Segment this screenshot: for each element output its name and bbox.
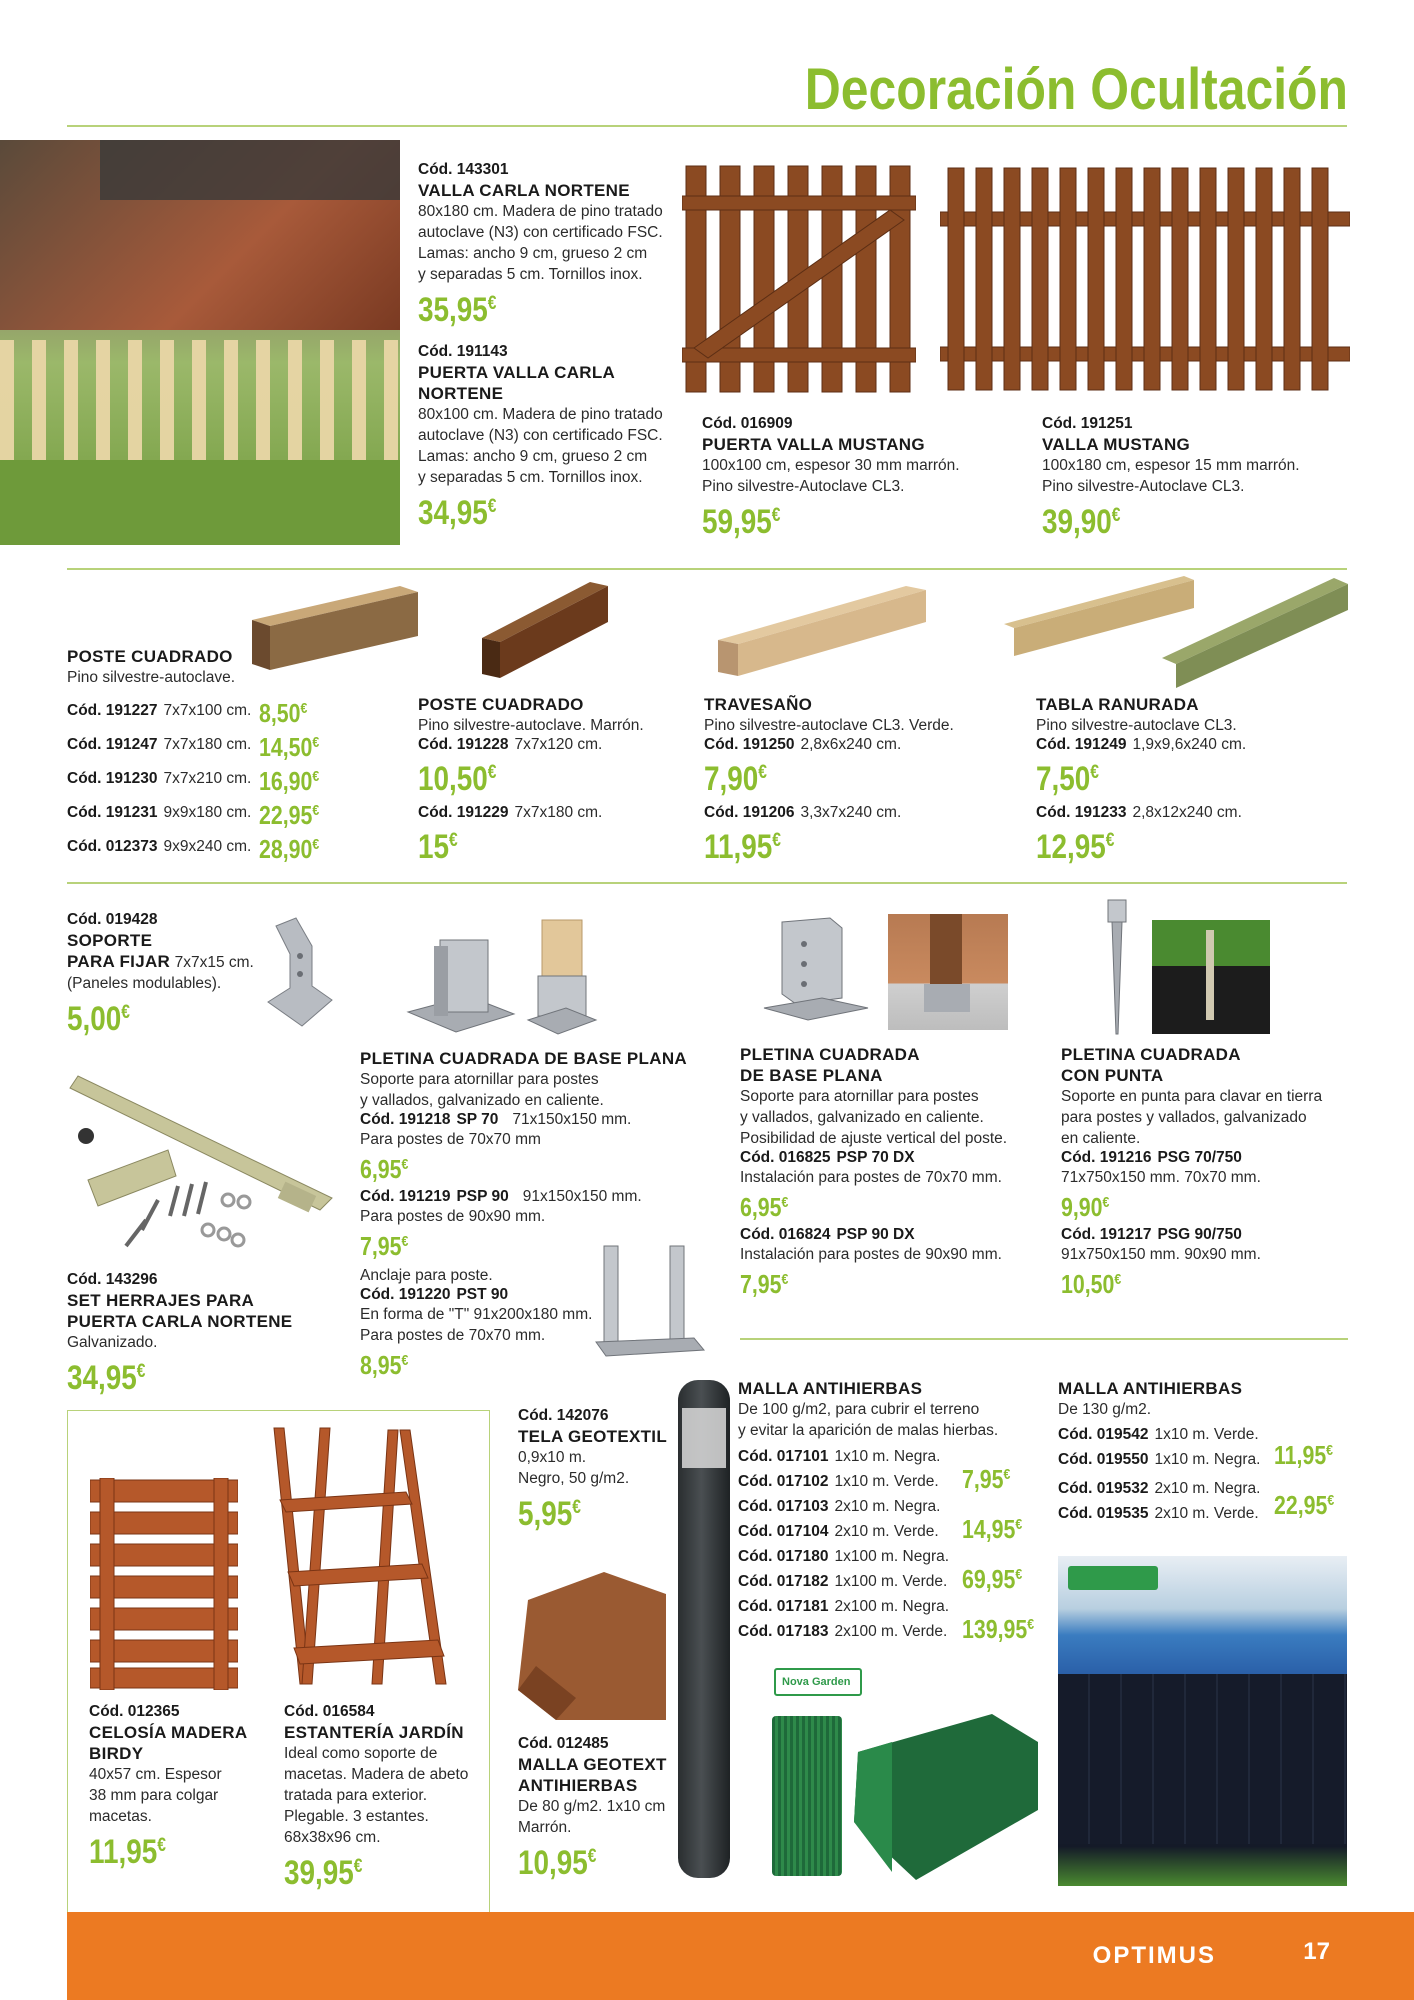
pletina-plana-image <box>404 928 516 1038</box>
celosia-desc-2: 38 mm para colgar <box>89 1787 219 1804</box>
malla130-list <box>1058 1426 1261 1530</box>
pletina-base-ref-2: PSP 90 DX <box>836 1226 915 1243</box>
tela-desc-1: 0,9x10 m. <box>518 1449 587 1466</box>
celosia-desc-1: 40x57 cm. Espesor <box>89 1766 222 1783</box>
poste1-row-size: 9x9x240 cm. <box>163 838 252 855</box>
puerta-carla-desc-1: 80x100 cm. Madera de pino tratado <box>418 406 663 423</box>
malla100-price-1: 7,95€ <box>962 1464 1011 1494</box>
valla-mustang-desc-1: 100x180 cm, espesor 15 mm marrón. <box>1042 457 1300 474</box>
pletina-base-note-2: Instalación para postes de 90x90 mm. <box>740 1246 1002 1263</box>
celosia-price: 11,95€ <box>89 1833 166 1871</box>
pletina-punta-name-2: CON PUNTA <box>1061 1066 1164 1085</box>
travesano-desc: Pino silvestre-autoclave CL3. Verde. <box>704 717 954 734</box>
poste1-row <box>67 762 347 796</box>
pletina-punta-name-1: PLETINA CUADRADA <box>1061 1045 1241 1064</box>
nova-garden-badge: Nova Garden <box>774 1668 862 1696</box>
optimus-logo: OPTIMUS <box>1092 1942 1216 1969</box>
poste2-size-2: 7x7x180 cm. <box>514 804 603 821</box>
malla130-row <box>1058 1480 1261 1505</box>
price-value: 16,90 <box>259 766 313 796</box>
travesano-price-1: 7,90€ <box>704 760 767 798</box>
soporte-code: Cód. 019428 <box>67 911 158 928</box>
malla100-price-4: 139,95€ <box>962 1614 1035 1644</box>
pletina-punta-desc-1: Soporte en punta para clavar en tierra <box>1061 1088 1323 1105</box>
travesano-name: TRAVESAÑO <box>704 695 813 714</box>
valla-carla-desc-1: 80x180 cm. Madera de pino tratado <box>418 203 663 220</box>
pletina-punta-desc-3: en caliente. <box>1061 1130 1141 1147</box>
estanteria-image <box>270 1426 456 1688</box>
poste2-code-2: Cód. 191229 <box>418 804 509 821</box>
puerta-mustang-name: PUERTA VALLA MUSTANG <box>702 435 925 454</box>
travesano-image <box>716 582 928 678</box>
poste1-row <box>67 796 347 830</box>
poste-cuadrado-marron-image <box>480 578 612 680</box>
malla100-name: MALLA ANTIHIERBAS <box>738 1379 923 1398</box>
tela-desc-2: Negro, 50 g/m2. <box>518 1470 630 1487</box>
estanteria-name: ESTANTERÍA JARDÍN <box>284 1723 464 1742</box>
puerta-carla-code: Cód. 191143 <box>418 343 508 360</box>
malla100-price-2: 14,95€ <box>962 1514 1023 1544</box>
malla130-row-code: Cód. 019542 <box>1058 1426 1149 1443</box>
currency: € <box>312 836 320 853</box>
tabla-size-1: 1,9x9,6x240 cm. <box>1132 736 1247 753</box>
pletina-punta-ref-1: PSG 70/750 <box>1157 1149 1242 1166</box>
poste1-row-code: Cód. 191230 <box>67 770 158 787</box>
pletina-punta-image <box>1102 898 1132 1036</box>
tabla-code-1: Cód. 191249 <box>1036 736 1127 753</box>
poste2-name: POSTE CUADRADO <box>418 695 584 714</box>
malla100-row-code: Cód. 017183 <box>738 1623 829 1640</box>
pletina-punta-code-1: Cód. 191216 <box>1061 1149 1152 1166</box>
pletina-base-ref-1: PSP 70 DX <box>836 1149 915 1166</box>
malla-geotextil-image <box>516 1570 666 1730</box>
malla-geo-desc-1: De 80 g/m2. 1x10 cm <box>518 1798 666 1815</box>
malla100-row-size: 2x100 m. Verde. <box>834 1623 948 1640</box>
valla-carla-price: 35,95€ <box>418 291 497 329</box>
malla100-desc-2: y evitar la aparición de malas hierbas. <box>738 1422 999 1439</box>
pletina-base-desc-2: y vallados, galvanizado en caliente. <box>740 1109 984 1126</box>
malla100-row-size: 1x100 m. Negra. <box>834 1548 950 1565</box>
malla-verde-desplegada <box>852 1712 1038 1880</box>
anclaje-line-1: En forma de "T" 91x200x180 mm. <box>360 1306 593 1323</box>
malla130-name: MALLA ANTIHIERBAS <box>1058 1379 1243 1398</box>
travesano-price-2: 11,95€ <box>704 828 781 866</box>
anclaje-code: Cód. 191220 <box>360 1286 451 1303</box>
malla100-row-code: Cód. 017182 <box>738 1573 829 1590</box>
estanteria-price: 39,95€ <box>284 1854 363 1892</box>
valla-carla-desc-3: Lamas: ancho 9 cm, grueso 2 cm <box>418 245 648 262</box>
valla-carla-code: Cód. 143301 <box>418 161 509 178</box>
anclaje-ref: PST 90 <box>456 1286 509 1303</box>
malla130-row <box>1058 1505 1258 1530</box>
rule-3 <box>67 882 1347 884</box>
herrajes-desc: Galvanizado. <box>67 1334 158 1351</box>
herrajes-code: Cód. 143296 <box>67 1271 158 1288</box>
puerta-carla-price: 34,95€ <box>418 494 497 532</box>
poste1-desc: Pino silvestre-autoclave. <box>67 669 235 686</box>
puerta-carla-name-2: NORTENE <box>418 384 504 403</box>
malla-verde-roll <box>772 1716 842 1876</box>
tela-price: 5,95€ <box>518 1495 581 1533</box>
pletina-plana-code-2: Cód. 191219 <box>360 1188 451 1205</box>
celosia-code: Cód. 012365 <box>89 1703 180 1720</box>
price-value: 14,50 <box>259 732 313 762</box>
pletina-plana-code-1: Cód. 191218 <box>360 1111 451 1128</box>
malla130-row-size: 2x10 m. Negra. <box>1154 1480 1261 1497</box>
valla-mustang-image <box>940 162 1350 392</box>
travesano-size-2: 3,3x7x240 cm. <box>800 804 902 821</box>
pletina-base-name-2: DE BASE PLANA <box>740 1066 883 1085</box>
tabla-price-1: 7,50€ <box>1036 760 1099 798</box>
poste1-row <box>67 830 347 864</box>
poste1-row <box>67 694 347 728</box>
poste2-code-1: Cód. 191228 <box>418 736 509 753</box>
malla-pool-photo <box>1058 1556 1347 1886</box>
malla100-row-size: 2x10 m. Verde. <box>834 1523 939 1540</box>
valla-mustang-price: 39,90€ <box>1042 503 1121 541</box>
malla100-row-size: 1x100 m. Verde. <box>834 1573 948 1590</box>
pletina-punta-price-2: 10,50€ <box>1061 1269 1122 1299</box>
estanteria-code: Cód. 016584 <box>284 1703 375 1720</box>
pletina-plana-ref-1: SP 70 <box>456 1111 499 1128</box>
tabla-desc: Pino silvestre-autoclave CL3. <box>1036 717 1237 734</box>
celosia-name-1: CELOSÍA MADERA <box>89 1723 248 1742</box>
pletina-base-desc-1: Soporte para atornillar para postes <box>740 1088 979 1105</box>
poste1-row-price <box>259 830 319 864</box>
tabla-ranurada-image <box>1004 574 1348 690</box>
estanteria-desc-1: Ideal como soporte de <box>284 1745 438 1762</box>
price-value: 8,50 <box>259 698 301 728</box>
malla130-row-size: 1x10 m. Verde. <box>1154 1426 1259 1443</box>
poste2-price-1: 10,50€ <box>418 760 497 798</box>
pletina-plana-desc-2: y vallados, galvanizado en caliente. <box>360 1092 604 1109</box>
pletina-punta-note-2: 91x750x150 mm. 90x90 mm. <box>1061 1246 1261 1263</box>
puerta-mustang-image <box>682 158 916 394</box>
herrajes-set-image <box>58 1070 340 1270</box>
poste1-price-list <box>67 694 347 864</box>
malla100-price-3: 69,95€ <box>962 1564 1023 1594</box>
soporte-desc: (Paneles modulables). <box>67 975 222 992</box>
malla130-row <box>1058 1426 1258 1451</box>
malla100-row-code: Cód. 017101 <box>738 1448 829 1465</box>
currency: € <box>312 734 320 751</box>
travesano-code-2: Cód. 191206 <box>704 804 795 821</box>
price-value: 28,90 <box>259 834 313 864</box>
malla130-price-2: 22,95€ <box>1274 1490 1335 1520</box>
currency: € <box>300 700 308 717</box>
soporte-size: 7x7x15 cm. <box>174 954 254 971</box>
poste2-desc: Pino silvestre-autoclave. Marrón. <box>418 717 644 734</box>
pletina-plana-size-2: 91x150x150 mm. <box>522 1188 642 1205</box>
poste1-row <box>67 728 347 762</box>
tabla-name: TABLA RANURADA <box>1036 695 1199 714</box>
poste1-row-code: Cód. 191247 <box>67 736 158 753</box>
puerta-carla-desc-4: y separadas 5 cm. Tornillos inox. <box>418 469 643 486</box>
pletina-plana-note-2: Para postes de 90x90 mm. <box>360 1208 546 1225</box>
estanteria-desc-5: 68x38x96 cm. <box>284 1829 381 1846</box>
pletina-base-note-1: Instalación para postes de 70x70 mm. <box>740 1169 1002 1186</box>
valla-carla-name: VALLA CARLA NORTENE <box>418 181 630 200</box>
celosia-image <box>90 1478 238 1690</box>
poste2-price-2: 15€ <box>418 828 458 866</box>
poste1-row-price <box>259 796 319 830</box>
poste1-row-price <box>259 728 319 762</box>
travesano-code-1: Cód. 191250 <box>704 736 795 753</box>
pletina-plana-size-1: 71x150x150 mm. <box>512 1111 632 1128</box>
estanteria-desc-3: tratada para exterior. <box>284 1787 428 1804</box>
poste1-row-price <box>259 762 319 796</box>
tabla-size-2: 2,8x12x240 cm. <box>1132 804 1242 821</box>
malla100-row-size: 1x10 m. Verde. <box>834 1473 939 1490</box>
pletina-plana-price-2: 7,95€ <box>360 1231 409 1261</box>
malla100-row-code: Cód. 017104 <box>738 1523 829 1540</box>
malla-geo-price: 10,95€ <box>518 1844 597 1882</box>
pletina-base-code-2: Cód. 016824 <box>740 1226 831 1243</box>
pletina-punta-note-1: 71x750x150 mm. 70x70 mm. <box>1061 1169 1261 1186</box>
currency: € <box>312 802 320 819</box>
malla130-row-code: Cód. 019532 <box>1058 1480 1149 1497</box>
malla100-row-code: Cód. 017102 <box>738 1473 829 1490</box>
tela-geotextil-roll <box>678 1380 730 1878</box>
tela-name: TELA GEOTEXTIL <box>518 1427 668 1446</box>
currency: € <box>312 768 320 785</box>
malla130-row-size: 2x10 m. Verde. <box>1154 1505 1259 1522</box>
tabla-code-2: Cód. 191233 <box>1036 804 1127 821</box>
poste1-row-price <box>259 694 307 728</box>
puerta-mustang-desc-2: Pino silvestre-Autoclave CL3. <box>702 478 905 495</box>
malla100-row-code: Cód. 017181 <box>738 1598 829 1615</box>
malla-geo-name-2: ANTIHIERBAS <box>518 1776 638 1795</box>
malla130-row <box>1058 1451 1261 1476</box>
anclaje-price: 8,95€ <box>360 1350 409 1380</box>
price-value: 22,95 <box>259 800 313 830</box>
celosia-desc-3: macetas. <box>89 1808 152 1825</box>
poste1-row-size: 7x7x180 cm. <box>163 736 252 753</box>
puerta-mustang-price: 59,95€ <box>702 503 781 541</box>
pletina-base-dx-image <box>760 914 872 1024</box>
pletina-base-price-1: 6,95€ <box>740 1192 789 1222</box>
tela-code: Cód. 142076 <box>518 1407 609 1424</box>
poste1-row-size: 7x7x100 cm. <box>163 702 252 719</box>
puerta-mustang-desc-1: 100x100 cm, espesor 30 mm marrón. <box>702 457 960 474</box>
malla-geo-desc-2: Marrón. <box>518 1819 572 1836</box>
pletina-plana-desc-1: Soporte para atornillar para postes <box>360 1071 599 1088</box>
pletina-plana-name: PLETINA CUADRADA DE BASE PLANA <box>360 1049 687 1068</box>
pletina-plana-price-1: 6,95€ <box>360 1154 409 1184</box>
valla-carla-desc-2: autoclave (N3) con certificado FSC. <box>418 224 663 241</box>
malla100-row-size: 2x100 m. Negra. <box>834 1598 950 1615</box>
poste1-row-code: Cód. 191227 <box>67 702 158 719</box>
pletina-base-desc-3: Posibilidad de ajuste vertical del poste. <box>740 1130 1008 1147</box>
malla-geo-code: Cód. 012485 <box>518 1735 609 1752</box>
soporte-name-2: PARA FIJAR <box>67 952 171 971</box>
puerta-carla-name-1: PUERTA VALLA CARLA <box>418 363 616 382</box>
soporte-price: 5,00€ <box>67 1000 130 1038</box>
pletina-punta-desc-2: para postes y vallados, galvanizado <box>1061 1109 1307 1126</box>
malla100-row-size: 1x10 m. Negra. <box>834 1448 941 1465</box>
tabla-price-2: 12,95€ <box>1036 828 1115 866</box>
valla-mustang-name: VALLA MUSTANG <box>1042 435 1191 454</box>
footer-bar <box>67 1912 1414 2000</box>
pletina-base-price-2: 7,95€ <box>740 1269 789 1299</box>
pletina-base-dx-photo <box>888 914 1008 1030</box>
estanteria-desc-4: Plegable. 3 estantes. <box>284 1808 429 1825</box>
herrajes-price: 34,95€ <box>67 1359 146 1397</box>
anclaje-intro: Anclaje para poste. <box>360 1267 493 1284</box>
page-title: Decoración Ocultación <box>804 57 1348 122</box>
celosia-name-2: BIRDY <box>89 1744 144 1763</box>
puerta-carla-desc-3: Lamas: ancho 9 cm, grueso 2 cm <box>418 448 648 465</box>
rule-4 <box>740 1338 1348 1340</box>
page-number: 17 <box>1303 1938 1330 1965</box>
malla130-desc: De 130 g/m2. <box>1058 1401 1152 1418</box>
pletina-base-code-1: Cód. 016825 <box>740 1149 831 1166</box>
malla100-desc-1: De 100 g/m2, para cubrir el terreno <box>738 1401 980 1418</box>
pletina-punta-ref-2: PSG 90/750 <box>1157 1226 1242 1243</box>
poste2-size-1: 7x7x120 cm. <box>514 736 603 753</box>
pletina-punta-photo <box>1152 920 1270 1034</box>
malla100-row-code: Cód. 017180 <box>738 1548 829 1565</box>
valla-mustang-code: Cód. 191251 <box>1042 415 1133 432</box>
malla100-row-size: 2x10 m. Negra. <box>834 1498 941 1515</box>
poste1-row-size: 9x9x180 cm. <box>163 804 252 821</box>
malla130-price-1: 11,95€ <box>1274 1440 1334 1470</box>
valla-carla-desc-4: y separadas 5 cm. Tornillos inox. <box>418 266 643 283</box>
poste1-name: POSTE CUADRADO <box>67 647 233 666</box>
rule-2 <box>67 568 1347 570</box>
herrajes-name-2: PUERTA CARLA NORTENE <box>67 1312 293 1331</box>
malla100-row-code: Cód. 017103 <box>738 1498 829 1515</box>
soporte-bracket-image <box>262 916 334 1028</box>
pletina-plana-note-1: Para postes de 70x70 mm <box>360 1131 541 1148</box>
malla130-row-code: Cód. 019535 <box>1058 1505 1149 1522</box>
valla-mustang-desc-2: Pino silvestre-Autoclave CL3. <box>1042 478 1245 495</box>
pletina-plana-poste-image <box>526 916 598 1038</box>
estanteria-desc-2: macetas. Madera de abeto <box>284 1766 469 1783</box>
anclaje-line-2: Para postes de 70x70 mm. <box>360 1327 546 1344</box>
puerta-carla-desc-2: autoclave (N3) con certificado FSC. <box>418 427 663 444</box>
pletina-base-name-1: PLETINA CUADRADA <box>740 1045 920 1064</box>
poste1-row-code: Cód. 191231 <box>67 804 158 821</box>
poste1-row-code: Cód. 012373 <box>67 838 158 855</box>
fence-garden-photo <box>0 140 400 545</box>
poste1-row-size: 7x7x210 cm. <box>163 770 252 787</box>
pletina-punta-price-1: 9,90€ <box>1061 1192 1110 1222</box>
malla-geo-name-1: MALLA GEOTEXT <box>518 1755 667 1774</box>
pletina-plana-ref-2: PSP 90 <box>456 1188 509 1205</box>
anclaje-t-image <box>594 1242 706 1362</box>
herrajes-name-1: SET HERRAJES PARA <box>67 1291 255 1310</box>
malla130-row-code: Cód. 019550 <box>1058 1451 1149 1468</box>
malla130-row-size: 1x10 m. Negra. <box>1154 1451 1261 1468</box>
pletina-punta-code-2: Cód. 191217 <box>1061 1226 1152 1243</box>
travesano-size-1: 2,8x6x240 cm. <box>800 736 902 753</box>
puerta-mustang-code: Cód. 016909 <box>702 415 793 432</box>
soporte-name-1: SOPORTE <box>67 931 153 950</box>
title-rule <box>67 125 1347 127</box>
